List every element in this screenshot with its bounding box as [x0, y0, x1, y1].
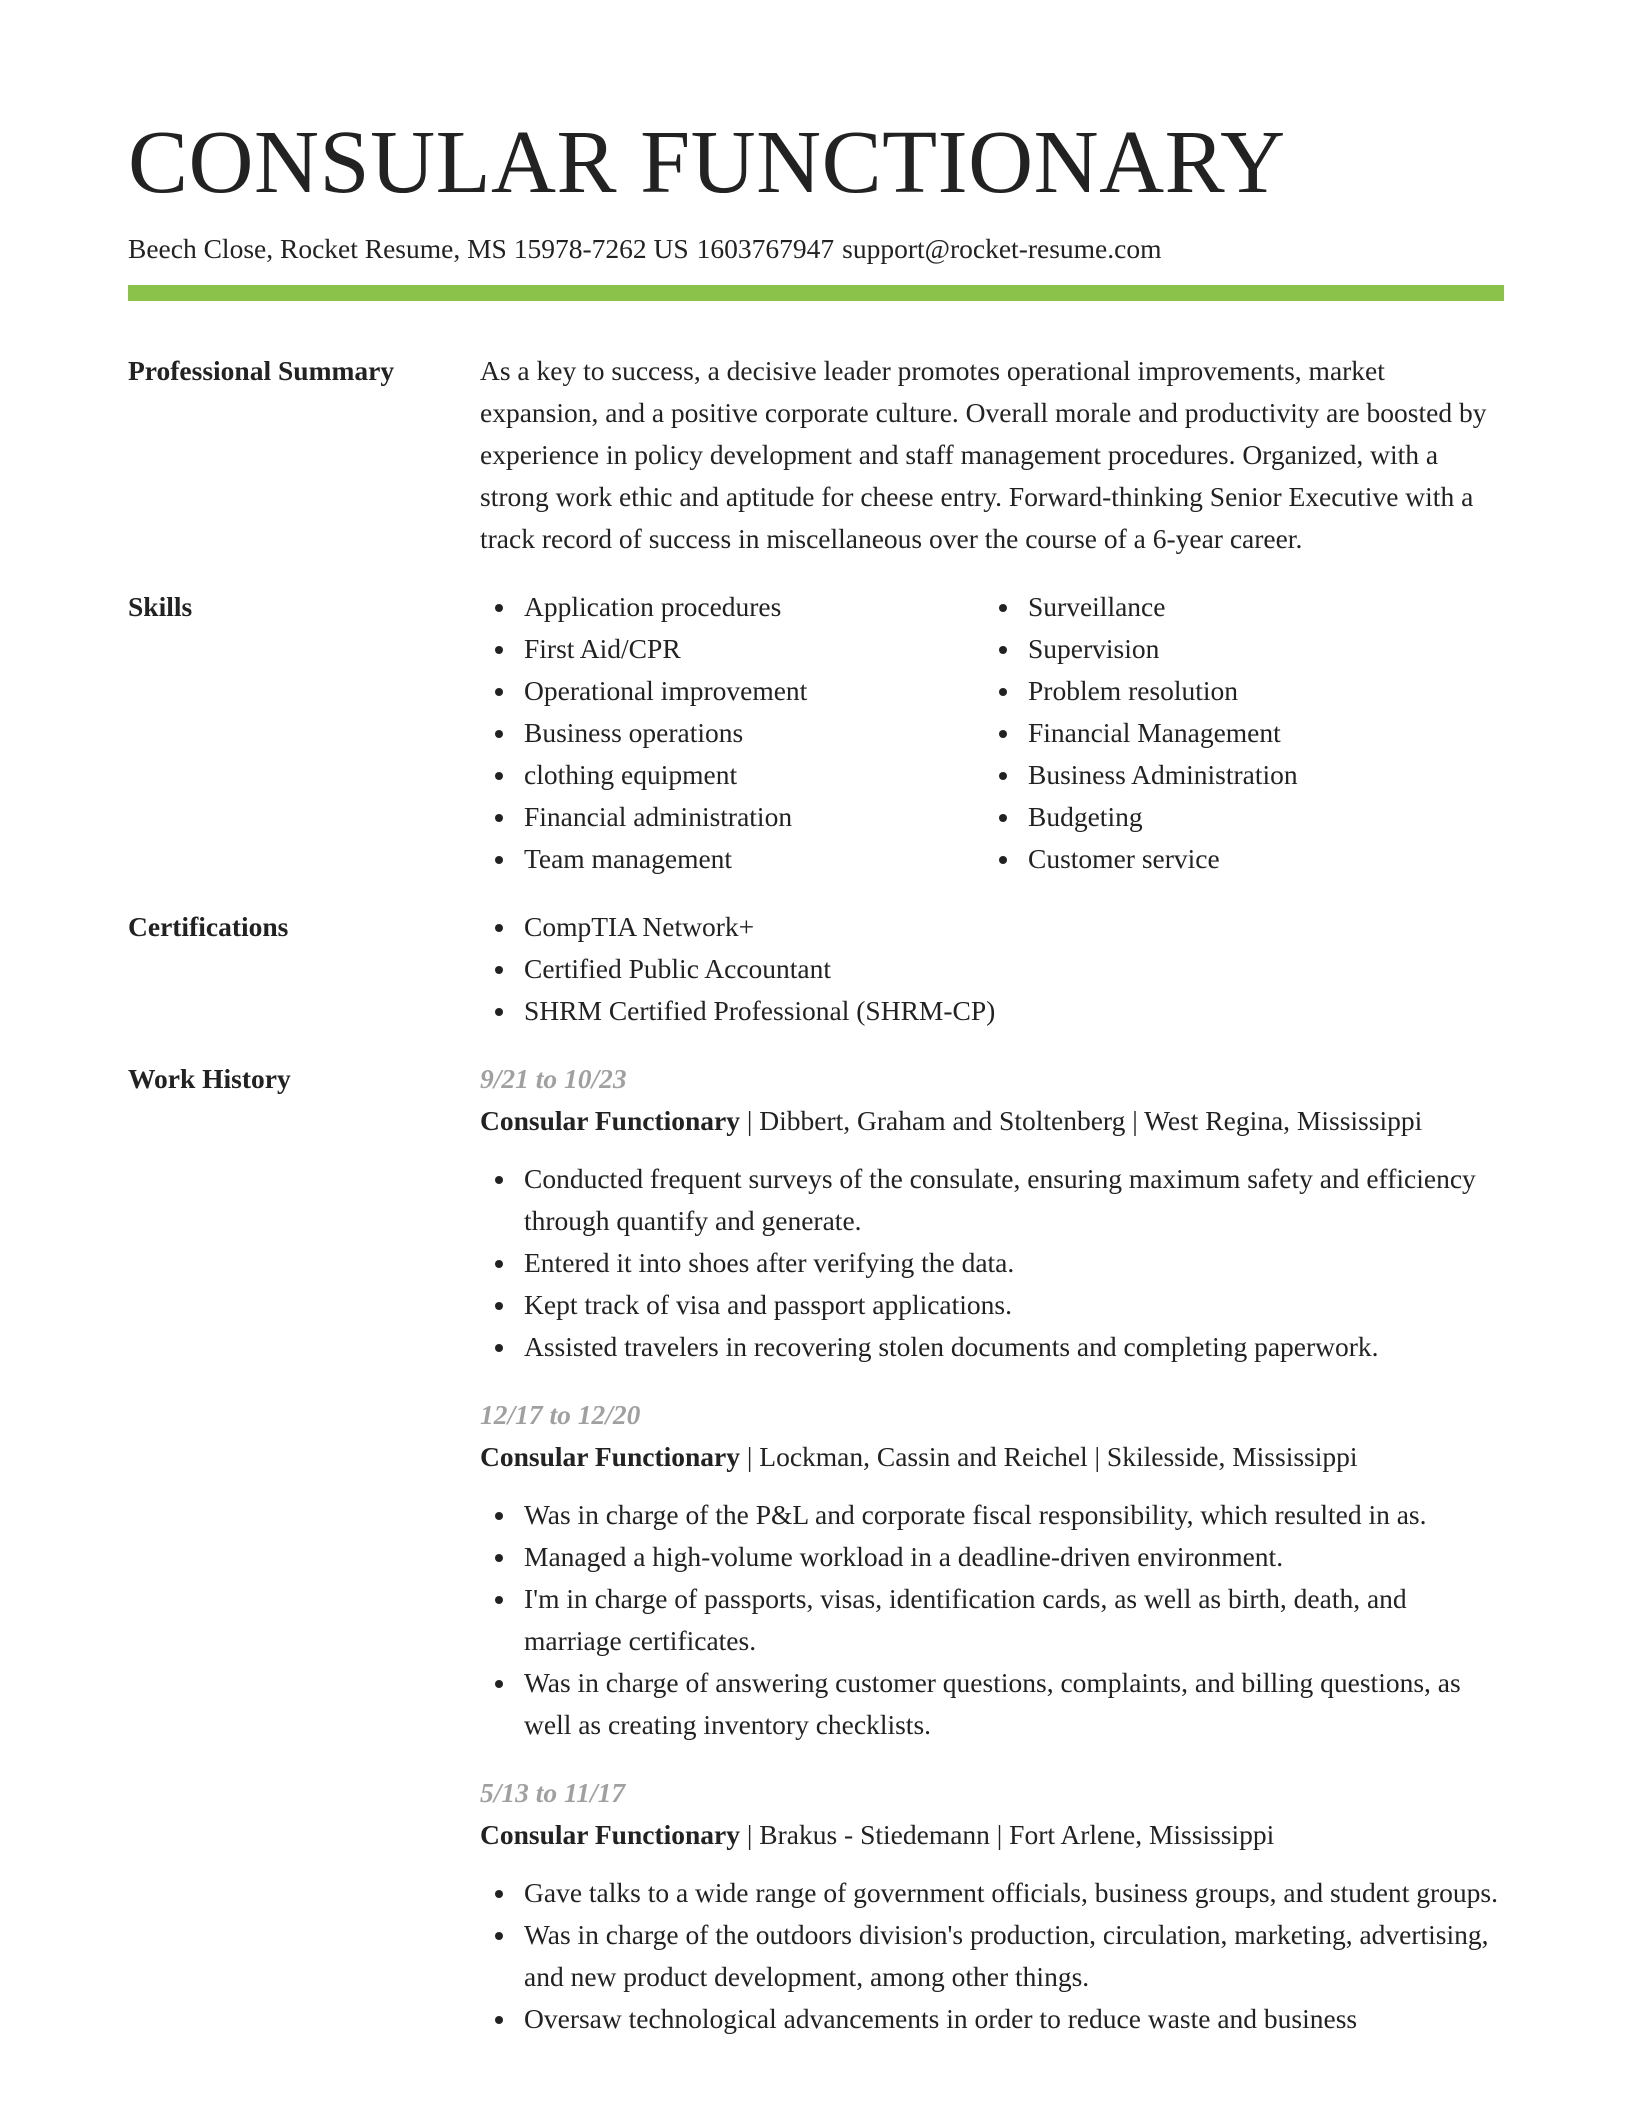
summary-text: As a key to success, a decisive leader promotes operational improvements, market expansion, and a positive corporate culture. Overall morale and productivity are boosted by experience in policy development and staff management procedures. Organized, with a strong work ethic and aptitude for cheese entry. Forward-thinking Senior Executive with a track record of success in miscellaneous over the course of a 6-year career.	[480, 355, 1487, 554]
skills-label: Skills	[128, 591, 193, 622]
job-title: Consular Functionary	[480, 1819, 741, 1850]
job-bullet: Entered it into shoes after verifying the data.	[480, 1242, 1504, 1284]
certifications-list	[480, 906, 1504, 1032]
skill-item: Financial administration	[480, 796, 984, 838]
job-dates: 9/21 to 10/23	[480, 1063, 627, 1094]
job-bullet: Was in charge of the P&L and corporate fiscal responsibility, which resulted in as.	[480, 1494, 1504, 1536]
job-entry	[480, 1058, 1504, 1368]
job-entry	[480, 1772, 1504, 2040]
job-title: Consular Functionary	[480, 1441, 741, 1472]
skill-item: Budgeting	[984, 796, 1488, 838]
job-details: | Lockman, Cassin and Reichel | Skilesside, Mississippi	[740, 1441, 1358, 1472]
certifications-section	[128, 906, 1504, 1032]
job-bullet: Kept track of visa and passport applications.	[480, 1284, 1504, 1326]
skill-item: clothing equipment	[480, 754, 984, 796]
job-bullet: Was in charge of the outdoors division's production, circulation, marketing, advertising, and new product development, among other things.	[480, 1914, 1504, 1998]
skill-item: Surveillance	[984, 586, 1488, 628]
skill-item: Business Administration	[984, 754, 1488, 796]
certification-item: Certified Public Accountant	[480, 948, 1504, 990]
work-history-section	[128, 1058, 1504, 2040]
job-details: | Dibbert, Graham and Stoltenberg | West Regina, Mississippi	[740, 1105, 1423, 1136]
skill-item: Application procedures	[480, 586, 984, 628]
skills-section	[128, 586, 1504, 880]
skill-item: Team management	[480, 838, 984, 880]
contact-address: Beech Close, Rocket Resume, MS 15978-7262 US	[128, 233, 689, 264]
job-bullets	[480, 1494, 1504, 1746]
skill-item: Supervision	[984, 628, 1488, 670]
contact-email: support@rocket-resume.com	[842, 233, 1162, 264]
resume-content	[128, 350, 1504, 2066]
skill-item: Customer service	[984, 838, 1488, 880]
job-dates: 12/17 to 12/20	[480, 1399, 641, 1430]
job-bullet: Conducted frequent surveys of the consulate, ensuring maximum safety and efficiency through quantify and generate.	[480, 1158, 1504, 1242]
job-bullets	[480, 1158, 1504, 1368]
skills-list-right	[984, 586, 1488, 880]
job-title-line	[480, 1814, 1504, 1856]
skills-list-left	[480, 586, 984, 880]
certifications-body	[480, 906, 1504, 1032]
job-bullet: Was in charge of answering customer questions, complaints, and billing questions, as well as creating inventory checklists.	[480, 1662, 1504, 1746]
resume-name-heading: CONSULAR FUNCTIONARY	[128, 113, 1286, 212]
work-history-body	[480, 1058, 1504, 2040]
skill-item: Problem resolution	[984, 670, 1488, 712]
certification-item: CompTIA Network+	[480, 906, 1504, 948]
skill-item: Operational improvement	[480, 670, 984, 712]
work-history-label: Work History	[128, 1063, 291, 1094]
skills-body	[480, 586, 1504, 880]
job-entry	[480, 1394, 1504, 1746]
skill-item: Business operations	[480, 712, 984, 754]
certification-item: SHRM Certified Professional (SHRM-CP)	[480, 990, 1504, 1032]
summary-section	[128, 350, 1504, 560]
job-bullet: Gave talks to a wide range of government officials, business groups, and student groups.	[480, 1872, 1504, 1914]
job-bullet: Assisted travelers in recovering stolen documents and completing paperwork.	[480, 1326, 1504, 1368]
skill-item: First Aid/CPR	[480, 628, 984, 670]
job-title-line	[480, 1100, 1504, 1142]
contact-phone: 1603767947	[696, 233, 835, 264]
job-bullet: Oversaw technological advancements in order to reduce waste and business	[480, 1998, 1504, 2040]
contact-line	[128, 232, 1169, 265]
job-title-line	[480, 1436, 1504, 1478]
accent-divider	[128, 285, 1504, 301]
certifications-label: Certifications	[128, 911, 289, 942]
job-details: | Brakus - Stiedemann | Fort Arlene, Mississippi	[740, 1819, 1275, 1850]
summary-body	[480, 350, 1504, 560]
summary-label: Professional Summary	[128, 355, 395, 386]
job-title: Consular Functionary	[480, 1105, 741, 1136]
skill-item: Financial Management	[984, 712, 1488, 754]
job-bullet: Managed a high-volume workload in a deadline-driven environment.	[480, 1536, 1504, 1578]
job-bullet: I'm in charge of passports, visas, identification cards, as well as birth, death, and marriage certificates.	[480, 1578, 1504, 1662]
job-dates: 5/13 to 11/17	[480, 1777, 626, 1808]
job-bullets	[480, 1872, 1504, 2040]
